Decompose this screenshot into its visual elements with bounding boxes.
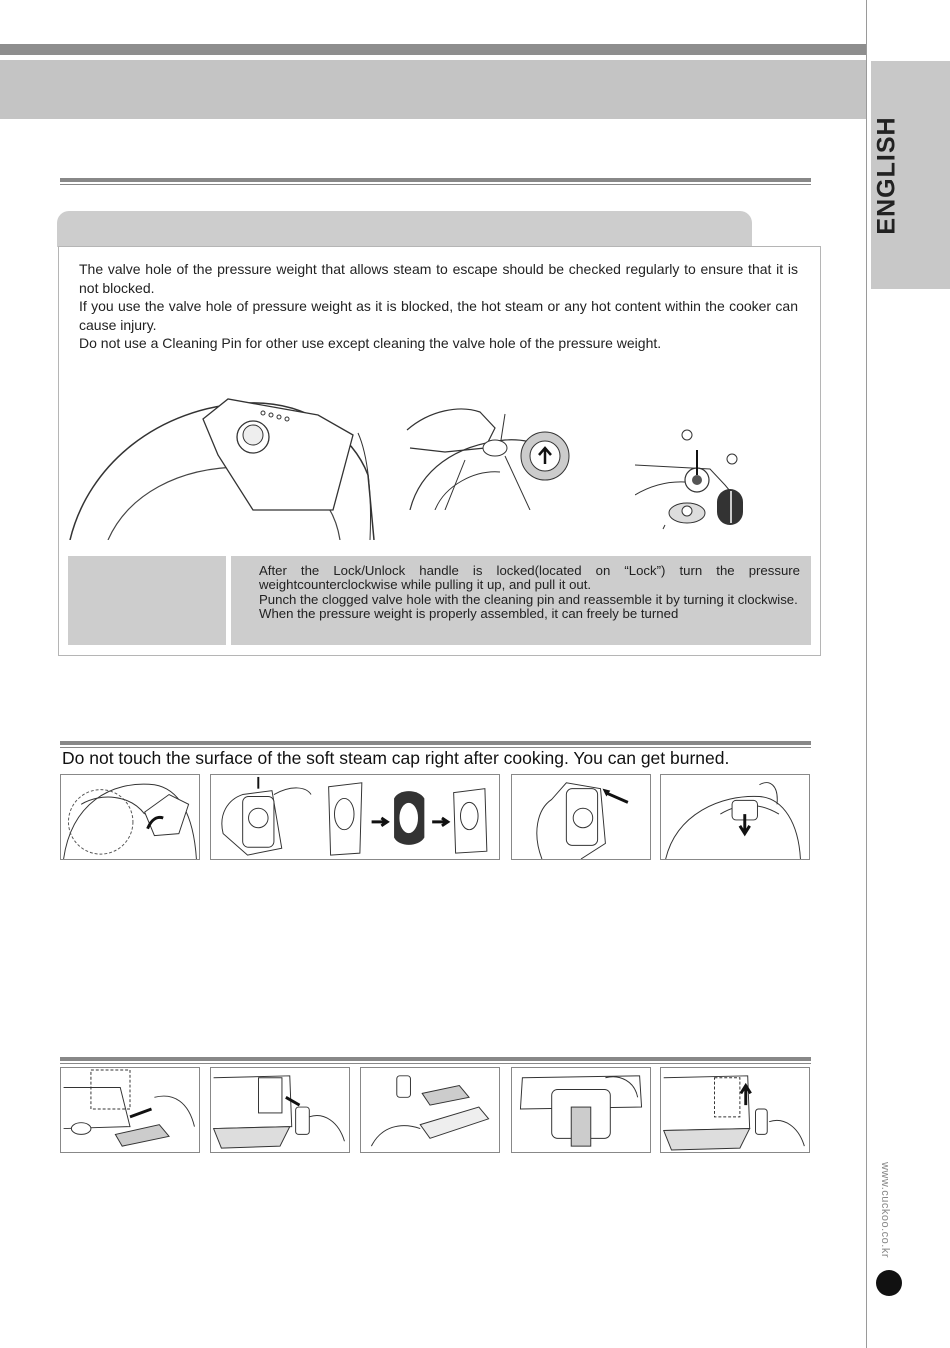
intro-paragraph: The valve hole of the pressure weight that allows steam to escape should be checked regularly to ensure that it is not blocked. xyxy=(79,261,798,296)
water-tray-figure-5 xyxy=(660,1067,810,1153)
steam-cap-figure-1 xyxy=(60,774,200,860)
step-text: When the pressure weight is properly assembled, it can freely be turned xyxy=(259,605,679,621)
language-label: ENGLISH xyxy=(872,115,901,235)
valve-box-tab xyxy=(57,211,752,247)
section-rule xyxy=(60,1057,811,1061)
cooker-lid-illustration xyxy=(68,395,378,540)
section-rule xyxy=(60,741,811,745)
valve-steps-text xyxy=(259,564,800,621)
weight-removal-illustration xyxy=(405,400,575,510)
cleaning-pin-illustration xyxy=(635,425,760,530)
section-rule-thin xyxy=(60,1063,811,1064)
water-tray-figure-3 xyxy=(360,1067,500,1153)
steam-cap-figure-2 xyxy=(210,774,500,860)
margin-divider xyxy=(866,0,867,1348)
steam-cap-warning: Do not touch the surface of the soft steam cap right after cooking. You can get burned. xyxy=(62,748,730,768)
steam-cap-figure-3 xyxy=(511,774,651,860)
water-tray-figure-4 xyxy=(511,1067,651,1153)
water-tray-figure-2 xyxy=(210,1067,350,1153)
website-url: www.cuckoo.co.kr xyxy=(879,1161,891,1259)
top-bar xyxy=(0,44,866,55)
steam-cap-figure-4 xyxy=(660,774,810,860)
intro-paragraph: If you use the valve hole of pressure weight as it is blocked, the hot steam or any hot content within the cooker can cause injury. xyxy=(79,298,798,333)
water-tray-figure-1 xyxy=(60,1067,200,1153)
header-banner xyxy=(0,60,866,119)
page-number-dot xyxy=(876,1270,902,1296)
steps-label-box xyxy=(68,556,226,645)
valve-intro-text xyxy=(79,260,798,353)
step-text: After the Lock/Unlock handle is locked(located on “Lock”) turn the pressure weightcounterclockwise while pulling it up, and pull it out. xyxy=(259,563,800,593)
step-text: Punch the clogged valve hole with the cleaning pin and reassemble it by turning it clockwise. xyxy=(259,591,798,607)
section-rule-thin xyxy=(60,184,811,185)
section-rule xyxy=(60,178,811,182)
intro-paragraph: Do not use a Cleaning Pin for other use except cleaning the valve hole of the pressure weight. xyxy=(79,335,662,351)
